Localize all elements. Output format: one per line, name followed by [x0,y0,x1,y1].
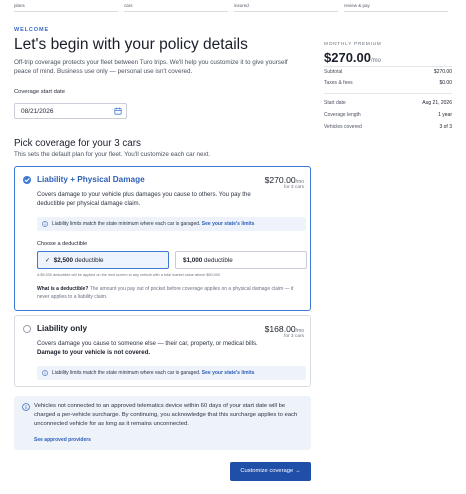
info-icon [42,221,48,227]
option-card-liability-only[interactable] [14,315,311,387]
page-title: Let's begin with your policy details [14,36,248,53]
deductible-explainer: What is a deductible? The amount you pay out of pocket before coverage applies on a physical damage claim — it never applies to a liability claim. [37,286,294,300]
step-cars[interactable]: cars [124,3,228,12]
coverage-subtitle: This sets the default plan for your fleet. You'll customize each car next. [14,151,211,158]
summary-divider [324,93,452,94]
option-title: Liability only [37,324,88,333]
liability-info-box [37,366,306,380]
summary-row-coverage-length: Coverage length 1 year [324,112,452,118]
option-price: $270.00/mo [264,175,304,185]
step-review-pay[interactable]: review & pay [344,3,448,12]
calendar-icon[interactable] [114,107,122,115]
summary-eyebrow: MONTHLY PREMIUM [324,42,382,47]
deductible-option-2500[interactable]: ✓ $2,500 deductible [37,251,169,269]
check-icon: ✓ [45,258,51,264]
summary-total: $270.00/mo [324,50,382,65]
option-title: Liability + Physical Damage [37,175,145,184]
step-insured[interactable]: insured [234,3,338,12]
info-icon [42,370,48,376]
state-limits-link[interactable]: See your state's limits [201,221,255,227]
option-price-sub: for 3 cars [284,334,304,339]
deductible-option-1000[interactable]: $1,000 deductible [175,251,307,269]
approved-providers-link[interactable]: See approved providers [34,437,91,443]
state-limits-link[interactable]: See your state's limits [201,370,255,376]
radio-unselected[interactable] [23,325,31,333]
progress-steps [14,3,452,12]
info-text: Liability limits match the state minimum where each car is garaged. [52,370,201,376]
summary-row-start-date: Start date Aug 21, 2026 [324,100,452,106]
coverage-title: Pick coverage for your 3 cars [14,138,141,149]
option-price: $168.00/mo [264,324,304,334]
summary-row-subtotal: Subtotal $270.00 [324,69,452,75]
deductible-note: A $5,000 deductible will be applied on the next screen to any vehicle with a total market value above $50,000 [37,273,221,277]
step-plans[interactable]: plans [14,3,118,12]
option-description: Covers damage you cause to someone else — their car, property, or medical bills. Damage to your vehicle is not covered. [37,340,258,356]
info-icon [22,403,30,411]
telematics-notice [14,396,311,450]
summary-row-taxes: Taxes & fees $0.00 [324,80,452,86]
option-card-liability-physical-damage[interactable] [14,166,311,311]
notice-text: Vehicles not connected to an approved telematics device within 60 days of your start date will be charged a per-vehicle surcharge. By continuing, you acknowledge that this surcharge applies to each unconnected vehicle for as long as it remains unconnected. [34,403,298,427]
start-date-value: 08/21/2026 [21,108,54,115]
liability-info-box [37,217,306,231]
summary-divider [324,66,452,67]
deductible-label: Choose a deductible [37,241,88,247]
info-text: Liability limits match the state minimum where each car is garaged. [52,221,201,227]
intro-text: Off-trip coverage protects your fleet between Turo trips. We'll help you customize it to give yourself peace of mind. Business use only — personal use isn't covered. [14,59,288,75]
option-price-sub: for 3 cars [284,185,304,190]
check-circle-icon[interactable] [23,176,31,184]
customize-coverage-button[interactable]: Customize coverage → [230,462,311,481]
start-date-label: Coverage start date [14,89,65,95]
option-description: Covers damage to your vehicle plus damages you cause to others. You pay the deductible per physical damage claim. [37,191,251,207]
summary-row-vehicles: Vehicles covered 3 of 3 [324,124,452,130]
welcome-eyebrow: WELCOME [14,27,50,33]
start-date-input[interactable] [14,103,127,119]
